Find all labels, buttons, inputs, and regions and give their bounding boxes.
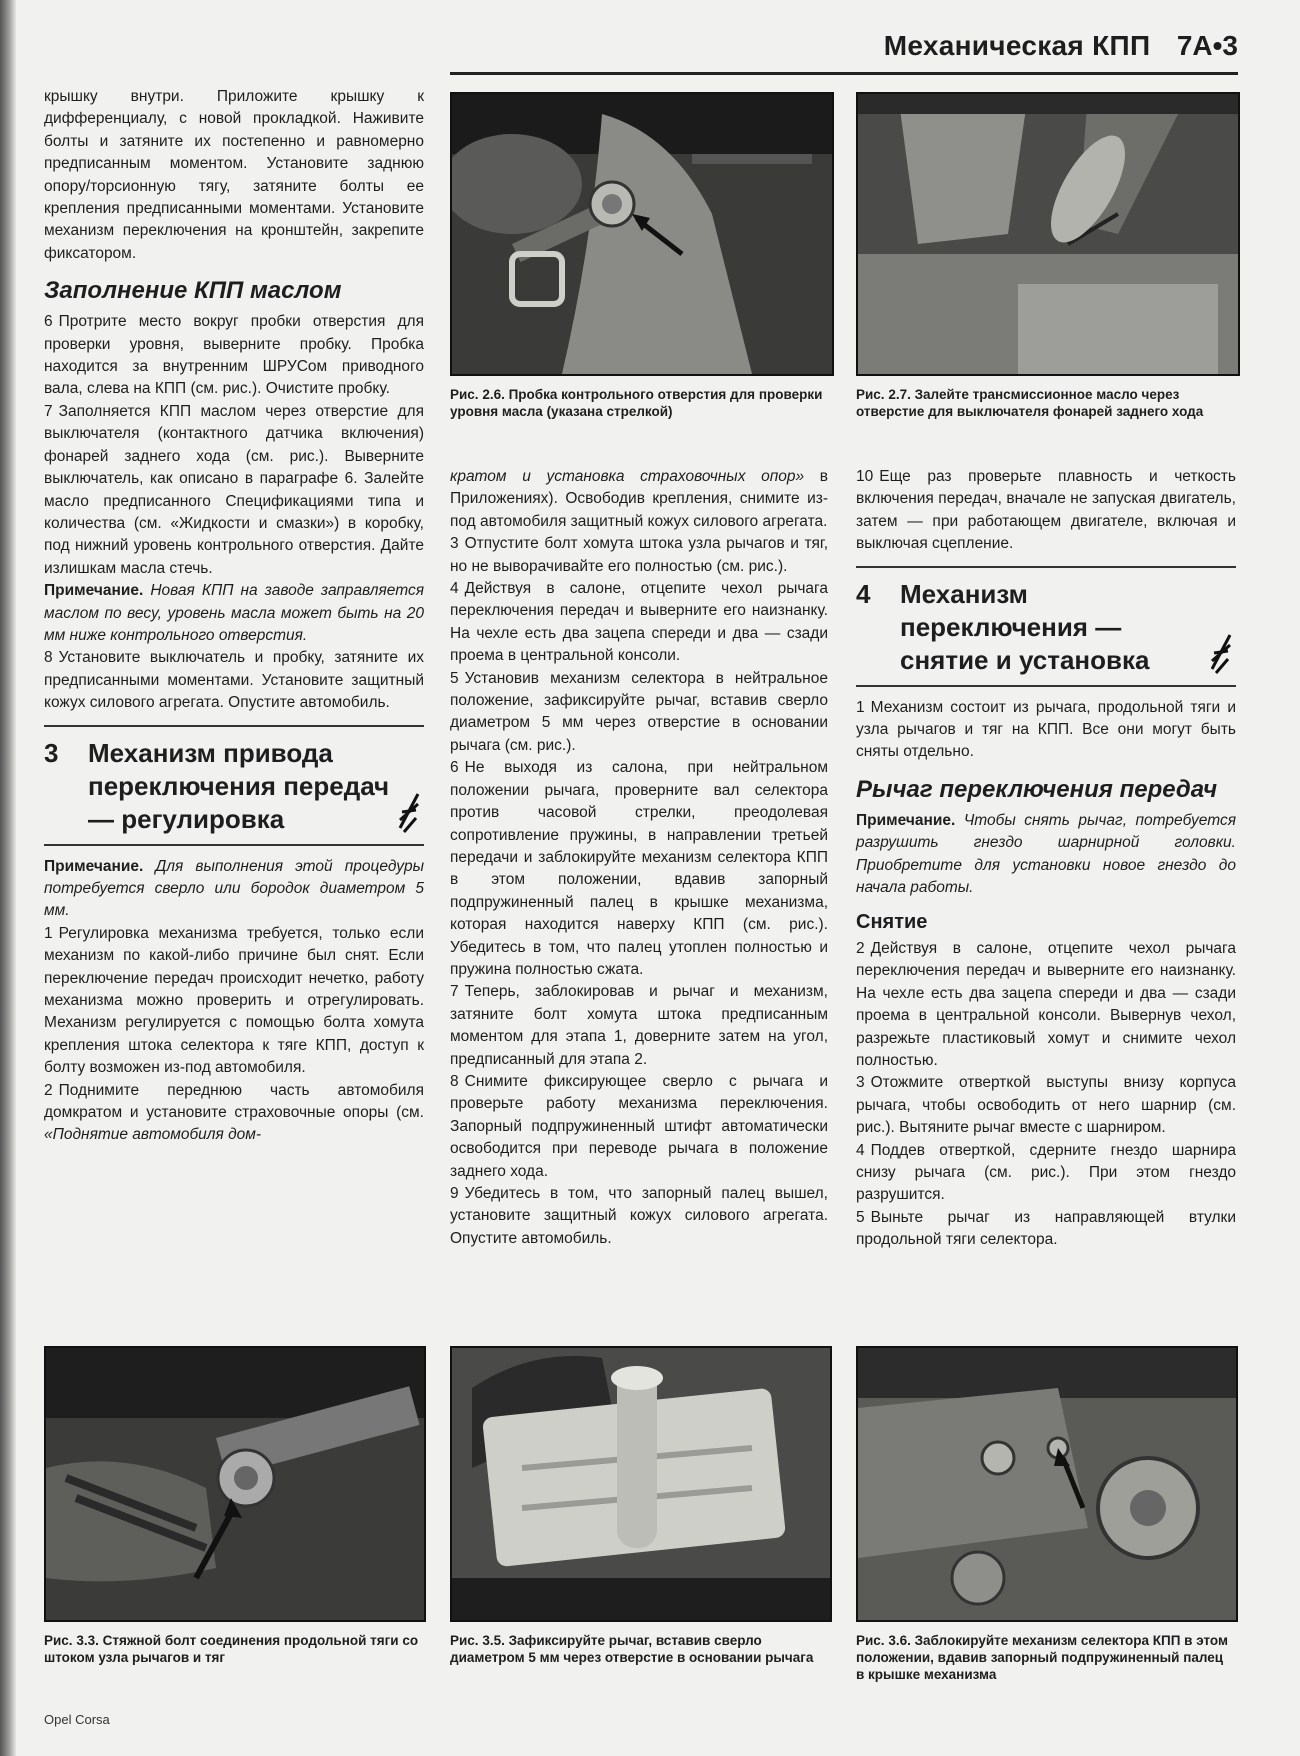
figure-2-6-photo [450,92,834,376]
note-text: Чтобы снять рычаг, потребуется разрушить гнездо шарнирной головки. Приобретите для установки новое гнездо до начала работы. [856,811,1236,897]
footer-book-title: Opel Corsa [44,1712,110,1727]
paragraph-text: Еще раз проверьте плавность и четкость включения передач, вначале не запуская двигатель, затем — при работающем двигателе, включая и выключая сцепление. [856,468,1236,553]
paragraph-number: 2 [856,939,865,957]
figure-3-5-caption: Рис. 3.5. Зафиксируйте рычаг, вставив сверло диаметром 5 мм через отверстие в основании рычага [450,1633,814,1665]
subheading-removal: Снятие [856,911,928,934]
figure-3-5-photo [450,1346,832,1622]
paragraph-text: Теперь, заблокировав и рычаг и механизм, затяните болт хомута штока предписанным моментом для этапа 1, доверните затем на угол, предписанный для этапа 2. [450,983,828,1068]
paragraph-5 [450,668,828,758]
paragraph-text: Установите выключатель и пробку, затяните их предписанными моментами. Установите защитный кожух силового агрегата. Опустите автомобиль. [44,649,424,712]
paragraph-9 [450,1183,828,1250]
chapter-title: Механическая КПП [883,30,1151,61]
paragraph-number: 3 [450,535,459,553]
paragraph-continued: крышку внутри. Приложите крышку к дифференциалу, с новой прокладкой. Наживите болты и затяните их постепенно и равномерно предписанным моментом. Установите заднюю опору/торсионную тягу, затяните болты ее крепления предписанными моментами. Установите механизм переключения на кронштейн, закрепите фиксатором. [44,88,424,262]
paragraph-text: Протрите место вокруг пробки отверстия для проверки уровня, выверните пробку. Пробка находится за внутренним ШРУСом приводного вала, слева на КПП (см. рис.). Очистите пробку. [44,313,424,398]
paragraph-number: 6 [44,313,53,331]
paragraph-text: Отожмите отверткой выступы внизу корпуса рычага, чтобы освободить от него шарнир (см. рис.). Вытяните рычаг вместе с шарниром. [856,1074,1236,1137]
paragraph-number: 8 [450,1072,459,1090]
section-3-heading [44,725,424,846]
paragraph-10 [856,466,1236,556]
paragraph-number: 5 [856,1208,865,1226]
figure-2-7-caption: Рис. 2.7. Залейте трансмиссионное масло через отверстие для выключателя фонарей заднего хода [856,387,1204,419]
paragraph-number: 7 [44,402,53,420]
paragraph-6 [450,757,828,981]
paragraph-text: Механизм состоит из рычага, продольной тяги и узла рычагов и тяг на КПП. Все они могут быть сняты отдельно. [856,698,1236,761]
difficulty-wrench-icon [398,788,420,834]
cross-reference: кратом и установка страховочных опор» [450,468,805,485]
paragraph-3 [450,533,828,578]
note-label: Примечание. [44,857,144,875]
page-binding-shadow [0,0,16,1756]
paragraph-8 [44,647,424,714]
paragraph-text: Снимите фиксирующее сверло с рычага и проверьте работу механизма переключения. Запорный подпружиненный штифт автоматически освободится при переводе рычага в положение заднего хода. [450,1072,828,1180]
paragraph-6 [44,311,424,401]
figure-3-3-photo [44,1346,426,1622]
paragraph-number: 1 [44,924,53,942]
paragraph-text: Убедитесь в том, что запорный палец вышел, установите защитный кожух силового агрегата. Опустите автомобиль. [450,1185,828,1247]
cross-reference: «Поднятие автомобиля дом- [44,1126,262,1144]
paragraph-number: 6 [450,759,459,777]
figure-2-7-photo [856,92,1240,376]
note-paragraph [44,856,424,923]
paragraph-2 [856,938,1236,1072]
text-column-1 [44,86,424,1147]
paragraph-text: Отпустите болт хомута штока узла рычагов и тяг, но не выворачивайте его полностью (см. рис.). [450,535,828,575]
paragraph-number: 7 [450,983,459,1001]
paragraph-text: Заполняется КПП маслом через отверстие для выключателя (контактного датчика включения) фонарей заднего хода (см. рис.). Выверните выключатель, как описано в параграфе 6. Залейте масло предписанного Спецификациями типа и количества (см. «Жидкости и смазки») в коробку, под нижний уровень контрольного отверстия. Дайте излишкам масла стечь. [44,402,424,577]
figure-3-6-photo [856,1346,1238,1622]
text-column-2 [450,466,828,1250]
paragraph-5 [856,1207,1236,1252]
paragraph-number: 1 [856,698,865,716]
subheading-oil-filling: Заполнение КПП маслом [44,277,342,305]
paragraph-1 [44,923,424,1080]
paragraph-7 [44,401,424,580]
paragraph-4 [450,578,828,668]
paragraph-8 [450,1071,828,1183]
paragraph-text: Регулировка механизма требуется, только если механизм по какой-либо причине был снят. Если переключение передач происходит нечетко, работу механизма можно проверить и отрегулировать. Механизм регулируется с помощью болта хомута крепления штока селектора к тяге КПП, доступ к болту возможен из-под автомобиля. [44,924,424,1077]
subheading-gear-lever: Рычаг переключения передач [856,775,1218,803]
paragraph-number: 9 [450,1185,459,1202]
figure-3-6-caption: Рис. 3.6. Заблокируйте механизм селектора КПП в этом положении, вдавив запорный подпружиненный палец в крышке механизма [856,1633,1228,1682]
note-text: Для выполнения этой процедуры потребуется сверло или бородок диаметром 5 мм. [44,857,424,920]
paragraph-2 [44,1080,424,1147]
section-number: 3 [44,737,59,768]
section-number: 4 [856,578,871,609]
paragraph-number: 3 [856,1074,865,1092]
note-paragraph [44,580,424,647]
paragraph-4 [856,1140,1236,1207]
paragraph-continued [450,466,828,533]
paragraph-text: Выньте рычаг из направляющей втулки продольной тяги селектора. [856,1208,1236,1249]
paragraph-text: Установив механизм селектора в нейтральное положение, зафиксируйте рычаг, вставив сверло диаметром 5 мм через отверстие в основании рычага (см. рис.). [450,669,828,754]
paragraph-number: 2 [44,1081,53,1099]
paragraph-number: 5 [450,669,459,687]
paragraph-text: Поднимите переднюю часть автомобиля домкратом и установите страховочные опоры (см. [44,1081,424,1122]
page-number: 7A•3 [1176,30,1238,61]
paragraph-number: 4 [856,1141,865,1159]
paragraph-number: 4 [450,580,459,598]
paragraph-text: Поддев отверткой, сдерните гнездо шарнира снизу рычага (см. рис.). При этом гнездо разрушится. [856,1141,1236,1204]
figure-2-6-caption: Рис. 2.6. Пробка контрольного отверстия для проверки уровня масла (указана стрелкой) [450,387,823,419]
note-label: Примечание. [856,811,956,829]
paragraph-text: Действуя в салоне, отцепите чехол рычага переключения передач и выверните его наизнанку. На чехле есть два зацепа спереди и два — сзади проема в центральной консоли. Вывернув чехол, разрежьте пластиковый хомут и снимите чехол полностью. [856,939,1236,1069]
paragraph-1 [856,697,1236,764]
running-header [818,30,1238,62]
section-4-heading [856,566,1236,687]
header-rule [450,72,1238,75]
paragraph-3 [856,1072,1236,1139]
paragraph-number: 8 [44,649,53,667]
section-title: Механизм переключения — снятие и установка [900,578,1150,675]
note-text: Новая КПП на заводе заправляется маслом по весу, уровень масла может быть на 20 мм ниже контрольного отверстия. [44,582,424,644]
section-title: Механизм привода переключения передач — регулировка [88,737,390,834]
paragraph-number: 10 [856,468,874,485]
note-paragraph [856,810,1236,900]
note-label: Примечание. [44,582,144,600]
paragraph-text: Не выходя из салона, при нейтральном положении рычага, проверните вал селектора против часовой стрелки, преодолевая сопротивление пружины, в направлении третьей передачи и заблокируйте механизм селектора КПП в этом положении, вдавив запорный подпружиненный палец в крышке механизма, которая находится наверху КПП (см. рис.). Убедитесь в том, что палец утоплен полностью и пружина полностью сжата. [450,759,828,978]
difficulty-wrench-icon [1210,629,1232,675]
figure-3-3-caption: Рис. 3.3. Стяжной болт соединения продольной тяги со штоком узла рычагов и тяг [44,1633,419,1665]
paragraph-text: в Приложениях). Освободив крепления, снимите из-под автомобиля защитный кожух силового агрегата. [450,468,828,530]
paragraph-7 [450,981,828,1071]
text-column-3 [856,466,1236,1252]
paragraph-text: Действуя в салоне, отцепите чехол рычага переключения передач и выверните его наизнанку. На чехле есть два зацепа спереди и два — сзади проема в центральной консоли. [450,580,828,665]
